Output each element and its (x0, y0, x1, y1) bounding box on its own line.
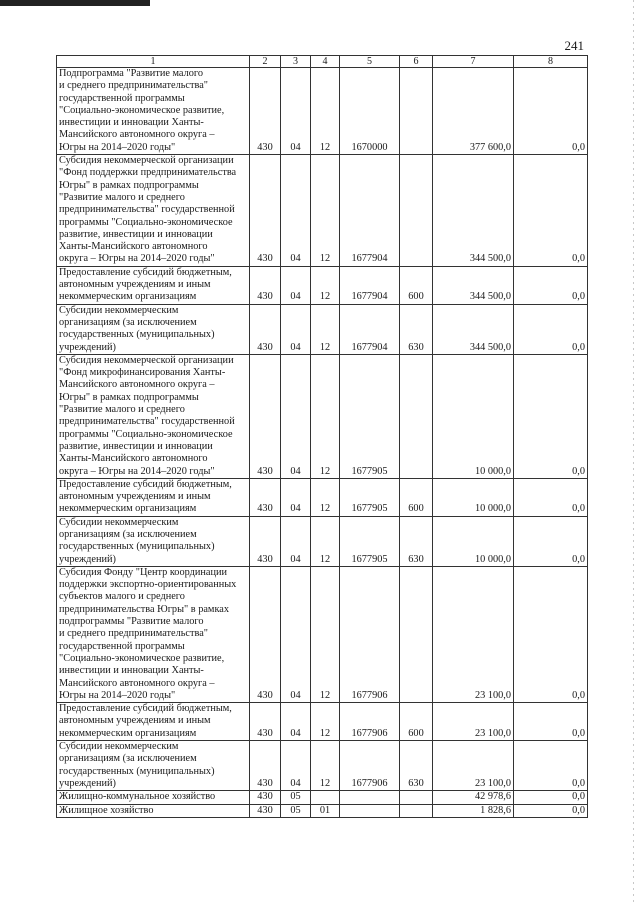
code-admin-cell: 430 (250, 741, 281, 791)
code-target-cell: 1677904 (340, 155, 400, 267)
table-row (57, 155, 588, 267)
code-admin-cell: 430 (250, 266, 281, 304)
code-admin-cell: 430 (250, 155, 281, 267)
code-subsection-cell: 12 (311, 68, 340, 155)
amount-federal-cell: 0,0 (514, 155, 588, 267)
code-section-cell: 04 (281, 703, 311, 741)
code-subsection-cell: 12 (311, 266, 340, 304)
amount-cell: 10 000,0 (433, 354, 514, 478)
code-expense-type-cell (400, 155, 433, 267)
amount-cell: 10 000,0 (433, 516, 514, 566)
column-header: 6 (400, 56, 433, 68)
scan-edge-bar (0, 0, 150, 6)
code-subsection-cell: 12 (311, 703, 340, 741)
amount-federal-cell: 0,0 (514, 741, 588, 791)
code-expense-type-cell (400, 68, 433, 155)
code-subsection-cell: 12 (311, 304, 340, 354)
column-header: 4 (311, 56, 340, 68)
table-row (57, 304, 588, 354)
code-target-cell: 1677905 (340, 354, 400, 478)
code-expense-type-cell: 600 (400, 266, 433, 304)
code-section-cell: 04 (281, 68, 311, 155)
code-section-cell: 04 (281, 566, 311, 702)
amount-cell: 23 100,0 (433, 703, 514, 741)
row-name-cell: Предоставление субсидий бюджетным, автономным учреждениям и иным некоммерческим организациям (57, 478, 250, 516)
row-name-cell: Жилищное хозяйство (57, 804, 250, 817)
amount-federal-cell: 0,0 (514, 703, 588, 741)
amount-cell: 1 828,6 (433, 804, 514, 817)
code-section-cell: 04 (281, 741, 311, 791)
code-subsection-cell: 12 (311, 741, 340, 791)
amount-federal-cell: 0,0 (514, 266, 588, 304)
amount-cell: 344 500,0 (433, 266, 514, 304)
code-subsection-cell: 12 (311, 566, 340, 702)
amount-federal-cell: 0,0 (514, 566, 588, 702)
code-section-cell: 04 (281, 266, 311, 304)
row-name-cell: Предоставление субсидий бюджетным, автономным учреждениям и иным некоммерческим организациям (57, 703, 250, 741)
table-row (57, 703, 588, 741)
code-admin-cell: 430 (250, 804, 281, 817)
code-subsection-cell: 12 (311, 155, 340, 267)
amount-federal-cell: 0,0 (514, 304, 588, 354)
code-target-cell: 1677905 (340, 516, 400, 566)
table-row (57, 266, 588, 304)
code-target-cell: 1677906 (340, 703, 400, 741)
row-name-cell: Субсидия некоммерческой организации "Фонд поддержки предпринимательства Югры" в рамках подпрограммы "Развитие малого и среднего предпринимательства" государственной программы "Социально-экономическое развитие, инвестиции и инновации Ханты-Мансийского автономного округа – Югры на 2014–2020 годы" (57, 155, 250, 267)
code-section-cell: 04 (281, 354, 311, 478)
code-subsection-cell: 12 (311, 354, 340, 478)
code-section-cell: 04 (281, 155, 311, 267)
table-row (57, 516, 588, 566)
table-row (57, 478, 588, 516)
table-row (57, 741, 588, 791)
row-name-cell: Субсидии некоммерческим организациям (за исключением государственных (муниципальных) учреждений) (57, 304, 250, 354)
row-name-cell: Субсидии некоммерческим организациям (за исключением государственных (муниципальных) учреждений) (57, 741, 250, 791)
row-name-cell: Предоставление субсидий бюджетным, автономным учреждениям и иным некоммерческим организациям (57, 266, 250, 304)
table-row (57, 566, 588, 702)
code-target-cell: 1677906 (340, 566, 400, 702)
column-header: 2 (250, 56, 281, 68)
code-section-cell: 04 (281, 516, 311, 566)
code-expense-type-cell (400, 354, 433, 478)
code-section-cell: 04 (281, 478, 311, 516)
code-expense-type-cell: 630 (400, 741, 433, 791)
code-expense-type-cell: 630 (400, 304, 433, 354)
code-target-cell: 1677904 (340, 304, 400, 354)
code-admin-cell: 430 (250, 566, 281, 702)
amount-federal-cell: 0,0 (514, 68, 588, 155)
table-row (57, 68, 588, 155)
row-name-cell: Субсидия некоммерческой организации "Фонд микрофинансирования Ханты- Мансийского автономного округа – Югры" в рамках подпрограммы "Развитие малого и среднего предпринимательства" государственной программы "Социально-экономическое развитие, инвестиции и инновации Ханты-Мансийского автономного округа – Югры на 2014–2020 годы" (57, 354, 250, 478)
code-section-cell: 05 (281, 804, 311, 817)
code-admin-cell: 430 (250, 516, 281, 566)
row-name-cell: Жилищно-коммунальное хозяйство (57, 791, 250, 804)
amount-cell: 344 500,0 (433, 155, 514, 267)
row-name-cell: Субсидия Фонду "Центр координации поддержки экспортно-ориентированных субъектов малого и среднего предпринимательства Югры" в рамках подпрограммы "Развитие малого и среднего предпринимательства" государственной программы "Социально-экономическое развитие, инвестиции и инновации Ханты- Мансийского автономного округа – Югры на 2014–2020 годы" (57, 566, 250, 702)
column-header: 7 (433, 56, 514, 68)
code-target-cell: 1677904 (340, 266, 400, 304)
code-section-cell: 05 (281, 791, 311, 804)
amount-cell: 23 100,0 (433, 741, 514, 791)
code-expense-type-cell (400, 566, 433, 702)
table-row (57, 354, 588, 478)
page-number: 241 (564, 38, 584, 53)
budget-table (56, 55, 588, 818)
code-admin-cell: 430 (250, 354, 281, 478)
amount-cell: 42 978,6 (433, 791, 514, 804)
amount-federal-cell: 0,0 (514, 791, 588, 804)
table-body (57, 68, 588, 818)
amount-cell: 23 100,0 (433, 566, 514, 702)
amount-federal-cell: 0,0 (514, 516, 588, 566)
table-row (57, 804, 588, 817)
code-target-cell: 1670000 (340, 68, 400, 155)
code-subsection-cell: 12 (311, 478, 340, 516)
amount-federal-cell: 0,0 (514, 478, 588, 516)
code-expense-type-cell (400, 791, 433, 804)
code-expense-type-cell (400, 804, 433, 817)
code-section-cell: 04 (281, 304, 311, 354)
column-header: 3 (281, 56, 311, 68)
amount-federal-cell: 0,0 (514, 804, 588, 817)
code-target-cell (340, 791, 400, 804)
code-expense-type-cell: 600 (400, 703, 433, 741)
amount-federal-cell: 0,0 (514, 354, 588, 478)
scan-edge-mark (633, 0, 634, 905)
amount-cell: 10 000,0 (433, 478, 514, 516)
code-subsection-cell (311, 791, 340, 804)
table-row (57, 791, 588, 804)
code-admin-cell: 430 (250, 478, 281, 516)
code-target-cell: 1677905 (340, 478, 400, 516)
code-admin-cell: 430 (250, 791, 281, 804)
row-name-cell: Субсидии некоммерческим организациям (за исключением государственных (муниципальных) учреждений) (57, 516, 250, 566)
code-target-cell (340, 804, 400, 817)
code-admin-cell: 430 (250, 304, 281, 354)
table-header-row (57, 56, 588, 68)
column-header: 5 (340, 56, 400, 68)
code-admin-cell: 430 (250, 703, 281, 741)
column-header: 1 (57, 56, 250, 68)
row-name-cell: Подпрограмма "Развитие малого и среднего предпринимательства" государственной программы "Социально-экономическое развитие, инвестиции и инновации Ханты- Мансийского автономного округа – Югры на 2014–2020 годы" (57, 68, 250, 155)
code-admin-cell: 430 (250, 68, 281, 155)
code-expense-type-cell: 630 (400, 516, 433, 566)
amount-cell: 344 500,0 (433, 304, 514, 354)
code-expense-type-cell: 600 (400, 478, 433, 516)
code-subsection-cell: 12 (311, 516, 340, 566)
code-subsection-cell: 01 (311, 804, 340, 817)
column-header: 8 (514, 56, 588, 68)
code-target-cell: 1677906 (340, 741, 400, 791)
amount-cell: 377 600,0 (433, 68, 514, 155)
